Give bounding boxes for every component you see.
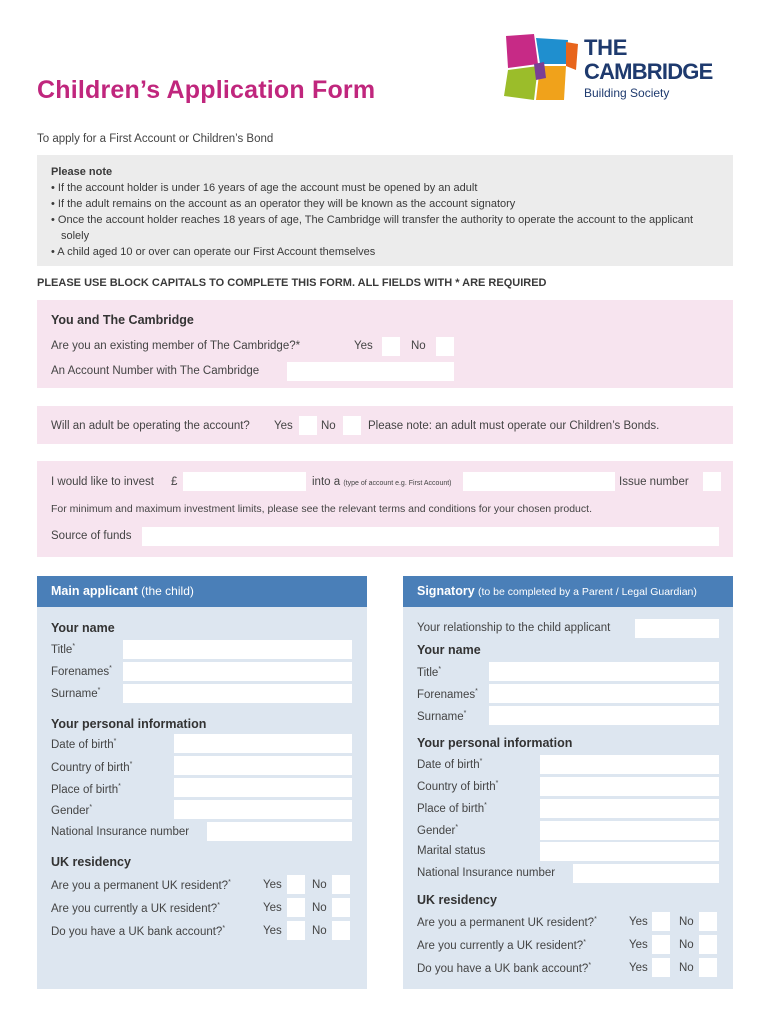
gender-input[interactable] bbox=[174, 800, 352, 819]
country-of-birth-label bbox=[417, 780, 498, 793]
ni-number-label: National Insurance number bbox=[51, 826, 190, 838]
forenames-text: Forenames bbox=[417, 688, 476, 701]
current-resident-no-checkbox[interactable] bbox=[332, 898, 350, 917]
uk-bank-text: Do you have a UK bank account? bbox=[417, 962, 589, 975]
required-star: * bbox=[89, 804, 93, 811]
required-star: * bbox=[217, 902, 220, 909]
dob-label bbox=[51, 738, 116, 751]
permanent-resident-yes-checkbox[interactable] bbox=[287, 875, 305, 894]
permanent-resident-no-checkbox[interactable] bbox=[699, 912, 717, 931]
signatory-heading: Signatory bbox=[417, 584, 475, 598]
required-star: * bbox=[113, 738, 117, 745]
note-item: • If the account holder is under 16 years of age the account must be opened by an adult bbox=[51, 182, 478, 194]
you-and-cambridge-section bbox=[37, 300, 733, 388]
title-text: Title bbox=[417, 666, 439, 679]
relationship-input[interactable] bbox=[635, 619, 719, 638]
required-star: * bbox=[228, 879, 231, 886]
country-of-birth-label bbox=[51, 761, 132, 774]
required-star: * bbox=[455, 824, 459, 831]
signatory-subheading: (to be completed by a Parent / Legal Guardian) bbox=[478, 586, 697, 598]
account-type-input[interactable] bbox=[463, 472, 615, 491]
current-resident-yes-checkbox[interactable] bbox=[287, 898, 305, 917]
required-star: * bbox=[118, 783, 121, 790]
surname-label bbox=[51, 687, 100, 700]
uk-residency-heading: UK residency bbox=[417, 893, 497, 907]
forenames-text: Forenames bbox=[51, 665, 110, 678]
no-label: No bbox=[312, 902, 327, 914]
dob-input[interactable] bbox=[540, 755, 719, 774]
into-label bbox=[312, 476, 452, 488]
ni-number-label: National Insurance number bbox=[417, 867, 556, 879]
surname-input[interactable] bbox=[123, 684, 352, 703]
cambridge-logo bbox=[504, 34, 736, 104]
logo-text-the: THE bbox=[584, 35, 628, 60]
currency-symbol: £ bbox=[171, 476, 178, 488]
place-of-birth-input[interactable] bbox=[540, 799, 719, 818]
gender-label bbox=[417, 824, 458, 837]
title-input[interactable] bbox=[123, 640, 352, 659]
permanent-resident-label bbox=[417, 916, 597, 929]
existing-member-yes-checkbox[interactable] bbox=[382, 337, 400, 356]
place-of-birth-input[interactable] bbox=[174, 778, 352, 797]
intro-text: To apply for a First Account or Children’s Bond bbox=[37, 133, 274, 145]
yes-label: Yes bbox=[629, 962, 648, 974]
current-resident-label bbox=[51, 902, 220, 915]
uk-bank-yes-checkbox[interactable] bbox=[652, 958, 670, 977]
marital-status-input[interactable] bbox=[540, 842, 719, 861]
yes-label: Yes bbox=[629, 939, 648, 951]
current-resident-label bbox=[417, 939, 586, 952]
country-of-birth-input[interactable] bbox=[174, 756, 352, 775]
permanent-resident-text: Are you a permanent UK resident? bbox=[51, 879, 229, 892]
gender-text: Gender bbox=[417, 824, 456, 837]
existing-member-no-checkbox[interactable] bbox=[436, 337, 454, 356]
current-resident-text: Are you currently a UK resident? bbox=[51, 902, 218, 915]
yes-label: Yes bbox=[263, 902, 282, 914]
yes-label: Yes bbox=[263, 925, 282, 937]
section-heading: You and The Cambridge bbox=[51, 313, 194, 327]
title-input[interactable] bbox=[489, 662, 719, 681]
required-star: * bbox=[438, 666, 442, 673]
dob-label bbox=[417, 758, 482, 771]
forenames-input[interactable] bbox=[489, 684, 719, 703]
yes-label: Yes bbox=[263, 879, 282, 891]
title-text: Title bbox=[51, 643, 73, 656]
logo-mark-icon bbox=[504, 34, 580, 104]
ni-number-input[interactable] bbox=[573, 864, 719, 883]
issue-number-input[interactable] bbox=[703, 472, 721, 491]
main-applicant-heading: Main applicant bbox=[51, 584, 138, 598]
country-of-birth-input[interactable] bbox=[540, 777, 719, 796]
ni-number-input[interactable] bbox=[207, 822, 352, 841]
country-of-birth-text: Country of birth bbox=[417, 780, 496, 793]
current-resident-no-checkbox[interactable] bbox=[699, 935, 717, 954]
uk-bank-no-checkbox[interactable] bbox=[332, 921, 350, 940]
country-of-birth-text: Country of birth bbox=[51, 761, 130, 774]
adult-operating-no-label: No bbox=[321, 420, 336, 432]
title-label bbox=[417, 666, 441, 679]
required-star: * bbox=[484, 802, 487, 809]
uk-bank-yes-checkbox[interactable] bbox=[287, 921, 305, 940]
main-applicant-header bbox=[37, 576, 367, 607]
your-name-heading: Your name bbox=[417, 643, 481, 657]
surname-input[interactable] bbox=[489, 706, 719, 725]
uk-bank-text: Do you have a UK bank account? bbox=[51, 925, 223, 938]
dob-input[interactable] bbox=[174, 734, 352, 753]
uk-bank-no-checkbox[interactable] bbox=[699, 958, 717, 977]
no-label: No bbox=[679, 962, 694, 974]
required-star: * bbox=[72, 643, 76, 650]
forenames-input[interactable] bbox=[123, 662, 352, 681]
surname-text: Surname bbox=[417, 710, 464, 723]
required-star: * bbox=[588, 962, 592, 969]
please-note-title: Please note bbox=[51, 166, 113, 178]
place-of-birth-text: Place of birth bbox=[51, 783, 119, 796]
signatory-panel bbox=[403, 576, 733, 989]
required-star: * bbox=[97, 687, 101, 694]
gender-input[interactable] bbox=[540, 821, 719, 840]
main-applicant-panel bbox=[37, 576, 367, 989]
account-number-input[interactable] bbox=[287, 362, 454, 381]
note-item: • If the adult remains on the account as an operator they will be known as the account signatory bbox=[51, 198, 516, 210]
required-star: * bbox=[594, 916, 597, 923]
childrens-bonds-note: Please note: an adult must operate our Children’s Bonds. bbox=[368, 420, 660, 432]
yes-label: Yes bbox=[629, 916, 648, 928]
please-note-box bbox=[37, 155, 733, 266]
existing-member-label: Are you an existing member of The Cambridge?* bbox=[51, 340, 301, 352]
permanent-resident-no-checkbox[interactable] bbox=[332, 875, 350, 894]
marital-status-label: Marital status bbox=[417, 845, 486, 857]
investment-limits-text: For minimum and maximum investment limits, please see the relevant terms and conditions for your chosen product. bbox=[51, 503, 592, 515]
adult-operating-no-checkbox[interactable] bbox=[343, 416, 361, 435]
note-item: • A child aged 10 or over can operate our First Account themselves bbox=[51, 246, 376, 258]
invest-amount-input[interactable] bbox=[183, 472, 306, 491]
account-type-hint: (type of account e.g. First Account) bbox=[343, 480, 452, 487]
personal-info-heading: Your personal information bbox=[51, 717, 207, 731]
no-label: No bbox=[312, 879, 327, 891]
invest-label: I would like to invest bbox=[51, 476, 154, 488]
adult-operating-yes-checkbox[interactable] bbox=[299, 416, 317, 435]
adult-operating-label: Will an adult be operating the account? bbox=[51, 420, 250, 432]
permanent-resident-label bbox=[51, 879, 231, 892]
source-of-funds-input[interactable] bbox=[142, 527, 719, 546]
current-resident-yes-checkbox[interactable] bbox=[652, 935, 670, 954]
required-star: * bbox=[129, 761, 133, 768]
relationship-label: Your relationship to the child applicant bbox=[417, 622, 611, 634]
page-title: Children’s Application Form bbox=[37, 76, 376, 104]
no-label: No bbox=[679, 916, 694, 928]
logo-text-building-society: Building Society bbox=[584, 86, 670, 100]
your-name-heading: Your name bbox=[51, 621, 115, 635]
no-label: No bbox=[312, 925, 327, 937]
personal-info-heading: Your personal information bbox=[417, 736, 573, 750]
dob-text: Date of birth bbox=[417, 758, 480, 771]
forenames-label bbox=[51, 665, 112, 678]
block-capitals-instruction: PLEASE USE BLOCK CAPITALS TO COMPLETE THIS FORM. ALL FIELDS WITH * ARE REQUIRED bbox=[37, 277, 547, 289]
no-label: No bbox=[679, 939, 694, 951]
required-star: * bbox=[495, 780, 499, 787]
surname-text: Surname bbox=[51, 687, 98, 700]
gender-text: Gender bbox=[51, 804, 90, 817]
into-text: into a bbox=[312, 476, 341, 488]
required-star: * bbox=[463, 710, 467, 717]
uk-residency-heading: UK residency bbox=[51, 855, 131, 869]
forenames-label bbox=[417, 688, 478, 701]
uk-bank-label bbox=[417, 962, 591, 975]
existing-member-no-label: No bbox=[411, 340, 426, 352]
required-star: * bbox=[583, 939, 586, 946]
permanent-resident-yes-checkbox[interactable] bbox=[652, 912, 670, 931]
existing-member-yes-label: Yes bbox=[354, 340, 373, 352]
place-of-birth-text: Place of birth bbox=[417, 802, 485, 815]
dob-text: Date of birth bbox=[51, 738, 114, 751]
surname-label bbox=[417, 710, 466, 723]
gender-label bbox=[51, 804, 92, 817]
signatory-header bbox=[403, 576, 733, 607]
logo-text-cambridge: CAMBRIDGE bbox=[584, 59, 713, 84]
uk-bank-label bbox=[51, 925, 225, 938]
note-item: • Once the account holder reaches 18 years of age, The Cambridge will transfer the authority to operate the account to the applicant solely bbox=[51, 214, 694, 242]
account-number-label: An Account Number with The Cambridge bbox=[51, 365, 260, 377]
place-of-birth-label bbox=[51, 783, 121, 796]
required-star: * bbox=[475, 688, 478, 695]
main-applicant-subheading: (the child) bbox=[141, 584, 194, 598]
source-of-funds-label: Source of funds bbox=[51, 530, 132, 542]
issue-number-label: Issue number bbox=[619, 476, 689, 488]
adult-operating-section bbox=[37, 406, 733, 444]
permanent-resident-text: Are you a permanent UK resident? bbox=[417, 916, 595, 929]
title-label bbox=[51, 643, 75, 656]
required-star: * bbox=[222, 925, 226, 932]
invest-section bbox=[37, 461, 733, 557]
adult-operating-yes-label: Yes bbox=[274, 420, 293, 432]
place-of-birth-label bbox=[417, 802, 487, 815]
current-resident-text: Are you currently a UK resident? bbox=[417, 939, 584, 952]
required-star: * bbox=[479, 758, 483, 765]
required-star: * bbox=[109, 665, 112, 672]
